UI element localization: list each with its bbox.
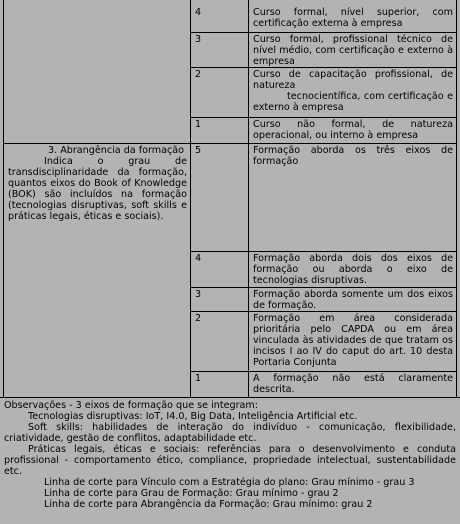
- observation-item-soft-skills: Soft skills: habilidades de interação do indivíduo - comunicação, flexibilidade, criatividade, gestão de conflitos, adaptabilidade etc.: [4, 422, 456, 444]
- score-value: 1: [195, 373, 202, 384]
- score-cell: [191, 33, 247, 67]
- description-text: Curso formal, nível superior, com certificação externa à empresa: [253, 7, 453, 29]
- description-cell: [249, 372, 456, 397]
- description-cell: [249, 312, 456, 371]
- description-cell: [249, 33, 456, 67]
- score-value: 2: [195, 313, 202, 324]
- score-cell: [191, 288, 247, 311]
- score-cell: [191, 118, 247, 143]
- description-text: A formação não está claramente descrita.: [253, 373, 453, 395]
- score-value: 4: [195, 7, 202, 18]
- description-text: Curso não formal, de natureza operacional, ou interno à empresa: [253, 119, 453, 141]
- score-value: 4: [195, 253, 202, 264]
- criterion-title: 3. Abrangência da formação: [48, 145, 184, 156]
- description-text: Curso formal, profissional técnico de nível médio, com certificação e externo à empresa: [253, 34, 453, 67]
- description-cell: [249, 6, 456, 32]
- observations-intro: Observações - 3 eixos de formação que se integram:: [4, 400, 259, 411]
- score-cell: [191, 6, 247, 32]
- description-text: Formação aborda somente um dos eixos de formação.: [253, 289, 453, 311]
- description-text: tecnocientífica, com certificação e externo à empresa: [253, 91, 453, 113]
- description-cell: [249, 68, 456, 117]
- description-text: Formação aborda os três eixos de formação: [253, 145, 453, 167]
- score-cell: [191, 312, 247, 371]
- cutoff-line-strategy: Linha de corte para Vínculo com a Estratégia do plano: Grau mínimo - grau 3: [44, 477, 415, 488]
- observation-item-disruptive-tech: Tecnologias disruptivas: IoT, I4.0, Big Data, Inteligência Artificial etc.: [28, 411, 358, 422]
- score-value: 2: [195, 69, 202, 80]
- description-cell: [249, 118, 456, 143]
- score-value: 5: [195, 145, 202, 156]
- description-cell: [249, 288, 456, 311]
- score-value: 1: [195, 119, 202, 130]
- criterion-cell: [4, 144, 190, 254]
- score-cell: [191, 144, 247, 251]
- score-cell: [191, 372, 247, 397]
- cutoff-line-scope: Linha de corte para Abrangência da Formação: Grau mínimo: grau 2: [44, 499, 373, 510]
- description-cell: [249, 252, 456, 287]
- score-cell: [191, 252, 247, 287]
- score-cell: [191, 68, 247, 117]
- observations-section: [0, 398, 460, 524]
- table-border-right: [456, 0, 457, 398]
- observation-item-legal-ethical: Práticas legais, éticas e sociais: referências para o desenvolvimento e conduta profissional - comportamento ético, compliance, propriedade intelectual, sustentabilidade etc.: [4, 444, 456, 477]
- description-text: Formação aborda dois dos eixos de formação ou aborda o eixo de tecnologias disruptivas.: [253, 253, 453, 286]
- description-text: Curso de capacitação profissional, de natureza: [253, 69, 453, 91]
- score-value: 3: [195, 289, 202, 300]
- score-value: 3: [195, 34, 202, 45]
- cutoff-line-degree: Linha de corte para Grau de Formação: Grau mínimo - grau 2: [44, 488, 339, 499]
- criterion-description: Indica o grau de transdisciplinaridade da formação, quantos eixos do Book of Knowledge (BOK) são incluídos na formação (tecnologias disruptivas, soft skills e práticas legais, éticas e sociais).: [8, 156, 187, 222]
- description-cell: [249, 144, 456, 251]
- description-text: Formação em área considerada prioritária pelo CAPDA ou em área vinculada às atividades de que tratam os incisos I ao IV do caput do art. 10 desta Portaria Conjunta: [253, 313, 453, 368]
